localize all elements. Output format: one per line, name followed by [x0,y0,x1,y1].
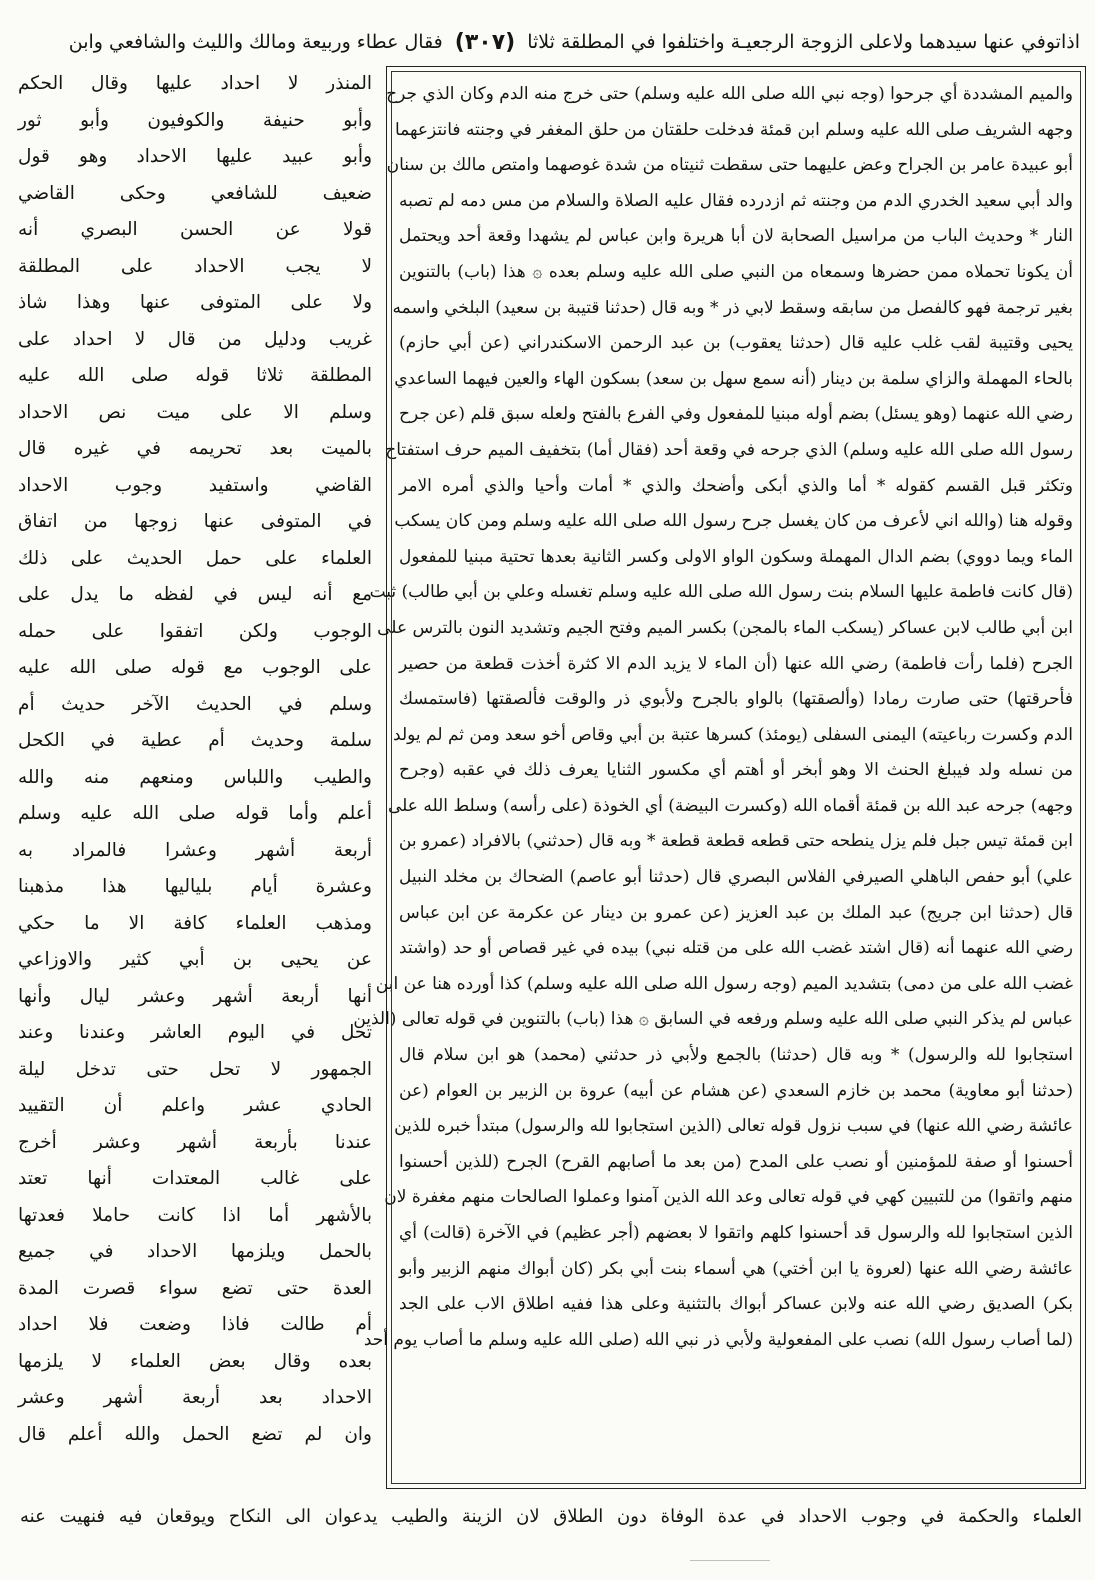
main-text-line: استجابوا لله والرسول) * وبه قال (حدثنا) بالجمع ولأبي ذر حدثني (محمد) هو ابن سلام قال [399,1045,1073,1066]
margin-text-line: القاضي واستفيد وجوب الاحداد [18,474,372,496]
margin-text-line: المنذر لا احداد عليها وقال الحكم [18,73,372,94]
main-text-line: النار * وحديث الباب من مراسيل الصحابة لان أبا هريرة وابن عباس لم يشهدا وقعة أحد ويحتمل [399,226,1073,247]
main-text-frame [353,66,1086,1489]
header-left-text: فقال عطاء وربيعة ومالك والليث والشافعي وابن [68,31,443,53]
margin-text-line: بالميت بعد تحريمه في غيره قال [18,438,372,459]
main-text-line: غضب الله على من دمى) بتشديد الميم (وجه رسول الله صلى الله عليه وسلم) كذا أورده هنا عن ابن [375,973,1073,994]
margin-text-line: العلماء على حمل الحديث على ذلك [18,547,372,569]
margin-text-line: بالأشهر أما اذا كانت حاملا فعدتها [18,1204,372,1226]
main-text-line: أبو عبيدة عامر بن الجراح وعض عليهما حتى سقطت ثنيتاه من شدة غوصهما وامتص مالك بن سنان [386,155,1073,176]
margin-text-line: غريب ودليل من قال لا احداد على [18,328,372,350]
margin-text-line: قولا عن الحسن البصري أنه [18,219,372,240]
page-header [68,22,1080,62]
main-text-line: الدم وكسرت رباعيته) اليمنى السفلى (يومئذ) كسرها عتبة بن أبي وقاص أخو سعد ومن ثم لم يولد [393,724,1073,745]
main-text-line: عائشة رضي الله عنها) في سبب نزول قوله تعالى (الذين استجابوا لله والرسول) مبتدأ خبره للذين [394,1116,1073,1137]
footer-text-line: العلماء والحكمة في وجوب الاحداد في عدة الوفاة دون الطلاق لان الزينة والطيب يدعوان الى النكاح ويوقعان فيه فنهيت عنه [20,1506,1082,1527]
margin-text-line: تحل في اليوم العاشر وعندنا وعند [18,1022,372,1043]
margin-text-line: المطلقة ثلاثا قوله صلى الله عليه [18,365,372,386]
margin-text-line: أنها أربعة أشهر وعشر ليال وأنها [18,985,372,1007]
margin-text-line: وأبو حنيفة والكوفيون وأبو ثور [18,109,372,131]
margin-text-line: أربعة أشهر وعشرا فالمراد به [18,839,372,861]
margin-text-line: عن يحيى بن أبي كثير والاوزاعي [18,949,372,970]
margin-text-line: الاحداد بعد أربعة أشهر وعشر [18,1387,372,1408]
margin-text-line: بعده وقال بعض العلماء لا يلزمها [18,1350,372,1372]
margin-text-line: وسلم في الحديث الآخر حديث أم [18,693,372,715]
margin-text-line: والطيب واللباس ومنعهم منه والله [18,766,372,788]
main-text-line: (حدثنا أبو معاوية) محمد بن خازم السعدي (عن هشام عن أبيه) عروة بن الزبير بن العوام (عن [399,1080,1073,1101]
margin-text-line: الوجوب ولكن اتفقوا على حمله [18,620,372,642]
margin-text-line: ولا على المتوفى عنها وهذا شاذ [18,292,372,313]
main-text-line: (قال كانت فاطمة عليها السلام بنت رسول الله صلى الله عليه وسلم تغسله وعلي بن أبي طالب) ثبت [369,582,1073,603]
margin-text-line: سلمة وحديث أم عطية في الكحل [18,730,372,751]
main-text-line: بكر) الصديق رضي الله عنه ولابن عساكر أبواك بالتثنية وعلى هذا ففيه اطلاق الاب على الجد [399,1294,1073,1315]
main-text-line: رضي الله عنهما أنه (قال اشتد غضب الله على من قتله نبي) بيده في غير قصاص أو حد (واشتد [399,938,1073,959]
margin-text-line: العدة حتى تضع سواء قصرت المدة [18,1277,372,1299]
margin-text-line: وعشرة أيام بلياليها هذا مذهبنا [18,876,372,897]
main-text-line: والد أبي سعيد الخدري الدم من وجنته ثم ازدرده فقال عليه الصلاة والسلام من مس دمه لم تصبه [399,190,1073,211]
main-text-line: فأحرقتها) حتى صارت رمادا (وألصقتها) بالواو بالجرح ولأبوي ذر والوقت فألصقتها (فاستمسك [399,689,1073,710]
main-text-line: وجهه) جرحه عبد الله بن قمئة أقماه الله (وكسرت البيضة) أي الخوذة (على رأسه) وسلط الله على [388,795,1073,816]
margin-text-line: وان لم تضع الحمل والله أعلم قال [18,1423,372,1445]
margin-text-line: وأبو عبيد عليها الاحداد وهو قول [18,146,372,167]
margin-text-line: الجمهور لا تحل حتى تدخل ليلة [18,1058,372,1080]
main-text-line: منهم واتقوا) من للتبيين كهي في قوله تعالى وعد الله الذين آمنوا وعملوا الصالحات منهم مغفرة لان [384,1187,1073,1208]
main-text-line: الذين استجابوا لله والرسول قد أحسنوا كلهم واتقوا لا بعضهم (أجر عظيم) في الآخرة (قالت) أي [399,1223,1073,1243]
margin-text-line: أعلم وأما قوله صلى الله عليه وسلم [18,803,372,824]
catchword-mark [690,1560,770,1575]
main-text-line: رضي الله عنهما (وهو يسئل) بضم أوله مبنيا للمفعول وفي الفرع بالفتح ولعله سبق قلم (عن جرح [399,404,1073,425]
margin-text-line: بالحمل ويلزمها الاحداد في جميع [18,1241,372,1262]
margin-text-line: ومذهب العلماء كافة الا ما حكي [18,912,372,934]
main-text-line: ابن أبي طالب لابن عساكر (يسكب الماء بالمجن) بكسر الميم وفتح الجيم وتشديد النون بالترس على [377,617,1073,638]
page-number: (٣٠٧) [454,29,516,55]
main-text-line: يحيى وقتيبة لقب غلب عليه قال (حدثنا يعقوب) بن عبد الرحمن الاسكندراني (عن أبي حازم) [399,333,1073,354]
margin-text-line: وسلم الا على ميت نص الاحداد [18,401,372,423]
margin-commentary-text [10,66,380,1489]
main-text-line: علي) أبو حفص الباهلي الصيرفي الفلاس البصري قال (حدثنا أبو عاصم) الضحاك بن مخلد النبيل [399,867,1073,888]
main-text-line: وجهه الشريف صلى الله عليه وسلم ابن قمئة فدخلت حلقتان من حلق المغفر في وجنته فانتزعهما [395,119,1073,140]
header-right-text: اذاتوفي عنها سيدهما ولاعلى الزوجة الرجعيـة واختلفوا في المطلقة ثلاثا [527,31,1080,53]
margin-text-line: الحادي عشر واعلم أن التقييد [18,1095,372,1116]
main-text-line: أن يكونا تحملاه ممن حضرها وسمعاه من النبي صلى الله عليه وسلم بعده ۞ هذا (باب) بالتنوين [399,261,1073,282]
main-text-line: بالحاء المهملة والزاي سلمة بن دينار (أنه سمع سهل بن سعد) بسكون الهاء والعين فيهما الساعدي [394,368,1073,389]
margin-text-line: لا يجب الاحداد على المطلقة [18,255,372,277]
main-text-line: وتكثر قبل القسم كقوله * أما والذي أبكى وأضحك والذي * أمات وأحيا والذي أمره الامر [399,475,1073,496]
bottom-commentary-text [20,1500,1082,1534]
main-text-line: بغير ترجمة فهو كالفصل من سابقه وسقط لابي ذر * وبه قال (حدثنا قتيبة بن سعيد) البلخي واسمه [392,297,1073,318]
main-commentary-text [353,77,1073,1478]
main-text-line: الجرح (فلما رأت فاطمة) رضي الله عنها (أن الماء لا يزيد الدم الا كثرة أخذت قطعة من حصير [399,653,1073,674]
margin-text-line: عندنا بأربعة أشهر وعشر أخرج [18,1131,372,1153]
main-text-line: الماء ويما دووي) بضم الدال المهملة وسكون الواو الاولى وكسر الثانية بعدها تحتية مبنيا للمفعول [399,546,1073,567]
margin-text-line: مع أنه ليس في لفظه ما يدل على [18,584,372,605]
main-text-line: وقوله هنا (والله اني لأعرف من كان يغسل جرح رسول الله صلى الله عليه وسلم ومن كان يسكب [394,511,1073,532]
main-text-line: قال (حدثنا ابن جريج) عبد الملك بن عبد العزيز (عن عمرو بن دينار عن عكرمة عن ابن عباس [399,902,1073,923]
margin-text-line: ضعيف للشافعي وحكى القاضي [18,182,372,204]
main-text-line: من نسله ولد فيبلغ الحنث الا وهو أبخر أو أهتم أي مكسور الثنايا يعرف ذلك في عقبه (وجرح [399,760,1073,781]
margin-text-line: على غالب المعتدات أنها تعتد [18,1168,372,1189]
margin-text-line: في المتوفى عنها زوجها من اتفاق [18,511,372,532]
margin-text-line: أم طالت فاذا وضعت فلا احداد [18,1314,372,1335]
main-text-line: والميم المشددة أي جرحوا (وجه نبي الله صلى الله عليه وسلم) حتى خرج منه الدم وكان الذي جرح [386,84,1073,104]
main-text-line: رسول الله صلى الله عليه وسلم) الذي جرحه في وقعة أحد (فقال أما) بتخفيف الميم حرف استفتاح [385,439,1073,460]
main-text-line: ابن قمئة تيس جبل فلم يزل ينطحه حتى قطعه قطعة قطعة * وبه قال (حدثني) بالافراد (عمرو بن [398,831,1073,852]
margin-text-line: على الوجوب مع قوله صلى الله عليه [18,657,372,678]
main-text-line: (لما أصاب رسول الله) نصب على المفعولية ولأبي ذر نبي الله (صلى الله عليه وسلم ما أصاب يوم أحد [363,1329,1073,1350]
main-text-line: عائشة رضي الله عنها (لعروة يا ابن أختي) هي أسماء بنت أبي بكر (كان أبواك منهم الزبير وأبو [399,1258,1073,1279]
main-text-line: عباس لم يذكر النبي صلى الله عليه وسلم ورفعه في السابق ۞ هذا (باب) بالتنوين في قوله تعالى (الذين [353,1009,1073,1030]
main-text-line: أحسنوا أو صفة للمؤمنين أو نصب على المدح (من بعد ما أصابهم القرح) الجرح (للذين أحسنوا [399,1151,1073,1172]
